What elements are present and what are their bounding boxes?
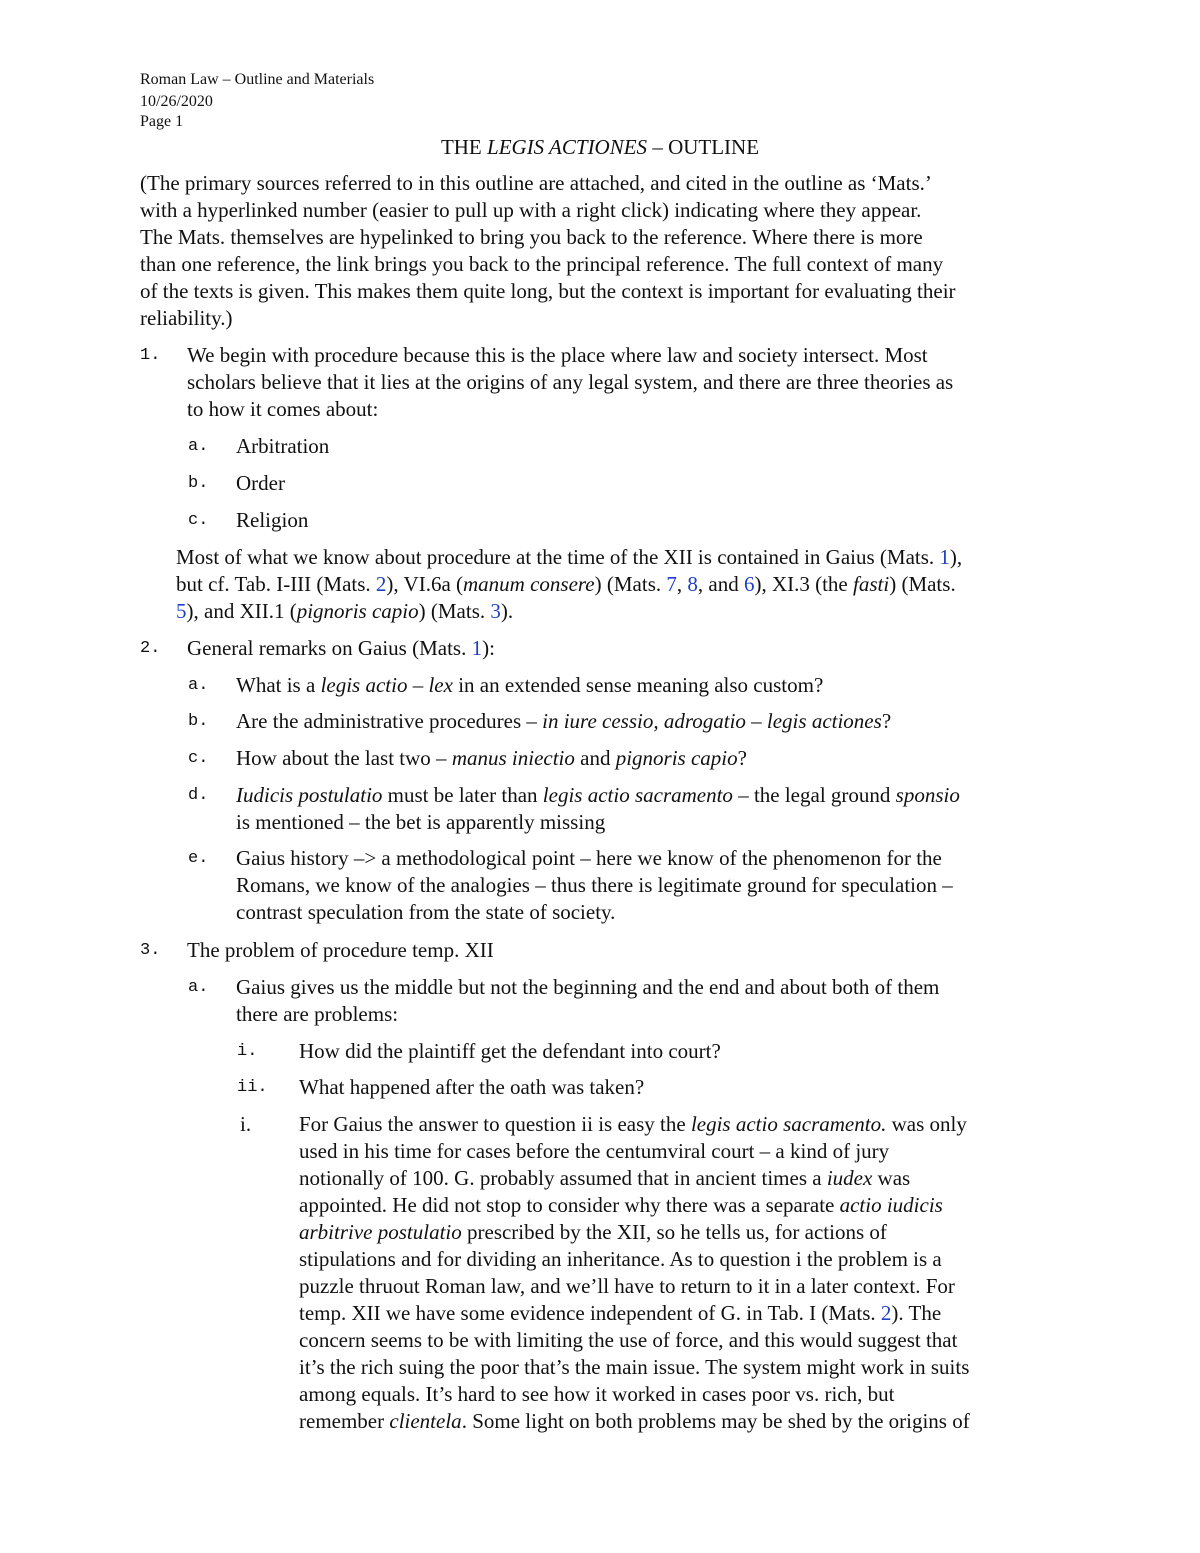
list-marker: 1.: [140, 346, 161, 365]
item2-sub-e-line: contrast speculation from the state of society.: [236, 900, 616, 924]
item3-long-line: arbitrive postulatio prescribed by the XII, so he tells us, for actions of: [299, 1220, 887, 1244]
item1-sub-b: Order: [236, 471, 285, 495]
header-page-number: Page 1: [140, 113, 184, 130]
item3-long-line: it’s the rich suing the poor that’s the main issue. The system might work in suits: [299, 1355, 970, 1379]
item2-sub-a: What is a legis actio – lex in an extended sense meaning also custom?: [236, 673, 824, 697]
item1-after-line: Most of what we know about procedure at the time of the XII is contained in Gaius (Mats. 1),: [176, 545, 963, 569]
item1-line: scholars believe that it lies at the origins of any legal system, and there are three theories as: [187, 370, 954, 394]
intro-line: (The primary sources referred to in this outline are attached, and cited in the outline as ‘Mats.’: [140, 171, 932, 195]
item1-sub-a: Arbitration: [236, 434, 330, 458]
mats-link[interactable]: 2: [375, 572, 387, 596]
list-marker: e.: [188, 849, 209, 868]
intro-line: The Mats. themselves are hypelinked to bring you back to the reference. Where there is more: [140, 225, 923, 249]
mats-link[interactable]: 3: [490, 599, 501, 623]
list-marker: c.: [188, 511, 209, 530]
item1-after-line: but cf. Tab. I-III (Mats. 2), VI.6a (manum consere) (Mats. 7, 8, and 6), XI.3 (the fasti) (Mats.: [176, 572, 956, 596]
item1-line: We begin with procedure because this is the place where law and society intersect. Most: [187, 343, 928, 367]
item3-long-line: concern seems to be with limiting the use of force, and this would suggest that: [299, 1328, 958, 1352]
item3-sub-ii: What happened after the oath was taken?: [299, 1075, 645, 1099]
item3-long-line: appointed. He did not stop to consider why there was a separate actio iudicis: [299, 1193, 943, 1217]
list-marker: ii.: [237, 1078, 268, 1097]
item2-sub-e-line: Romans, we know of the analogies – thus there is legitimate ground for speculation –: [236, 873, 953, 897]
list-marker: i.: [240, 1112, 252, 1136]
item3-sub-i: How did the plaintiff get the defendant into court?: [299, 1039, 721, 1063]
item3-long-line: among equals. It’s hard to see how it worked in cases poor vs. rich, but: [299, 1382, 895, 1406]
mats-link[interactable]: 7: [666, 572, 677, 596]
mats-link[interactable]: 2: [880, 1301, 892, 1325]
header-title: Roman Law – Outline and Materials: [140, 71, 375, 88]
item3-long-line: temp. XII we have some evidence independent of G. in Tab. I (Mats. 2). The: [299, 1301, 942, 1325]
list-marker: a.: [188, 437, 209, 456]
item3-long-line: used in his time for cases before the centumviral court – a kind of jury: [299, 1139, 890, 1163]
intro-line: reliability.): [140, 306, 233, 330]
item2-heading: General remarks on Gaius (Mats. 1):: [187, 636, 495, 660]
page-title: THE LEGIS ACTIONES – OUTLINE: [440, 135, 760, 159]
mats-link[interactable]: 6: [743, 572, 755, 596]
mats-link[interactable]: 8: [687, 572, 698, 596]
list-marker: b.: [188, 474, 209, 493]
item3-long-line: remember clientela. Some light on both problems may be shed by the origins of: [299, 1409, 970, 1433]
item3-long-line: For Gaius the answer to question ii is easy the legis actio sacramento. was only: [299, 1112, 967, 1136]
list-marker: i.: [237, 1042, 258, 1061]
item3-long-line: stipulations and for dividing an inheritance. As to question i the problem is a: [299, 1247, 942, 1271]
item2-sub-d-line: is mentioned – the bet is apparently missing: [236, 810, 606, 834]
intro-line: with a hyperlinked number (easier to pull up with a right click) indicating where they appear.: [140, 198, 922, 222]
item1-sub-c: Religion: [236, 508, 309, 532]
intro-line: of the texts is given. This makes them quite long, but the context is important for evaluating their: [140, 279, 956, 303]
item3-sub-a-line: Gaius gives us the middle but not the beginning and the end and about both of them: [236, 975, 940, 999]
item2-sub-b: Are the administrative procedures – in iure cessio, adrogatio – legis actiones?: [236, 709, 892, 733]
mats-link[interactable]: 5: [176, 599, 187, 623]
item2-sub-c: How about the last two – manus iniectio and pignoris capio?: [236, 746, 747, 770]
list-marker: 2.: [140, 639, 161, 658]
item3-long-line: puzzle thruout Roman law, and we’ll have to return to it in a later context. For: [299, 1274, 955, 1298]
mats-link[interactable]: 1: [471, 636, 483, 660]
list-marker: 3.: [140, 941, 161, 960]
list-marker: d.: [188, 786, 209, 805]
item2-sub-e-line: Gaius history –> a methodological point – here we know of the phenomenon for the: [236, 846, 942, 870]
list-marker: c.: [188, 749, 209, 768]
list-marker: b.: [188, 712, 209, 731]
item3-long-line: notionally of 100. G. probably assumed that in ancient times a iudex was: [299, 1166, 911, 1190]
intro-line: than one reference, the link brings you back to the principal reference. The full context of many: [140, 252, 944, 276]
item2-sub-d: Iudicis postulatio must be later than legis actio sacramento – the legal ground sponsio: [236, 783, 960, 807]
list-marker: a.: [188, 978, 209, 997]
item3-heading: The problem of procedure temp. XII: [187, 938, 494, 962]
item1-line: to how it comes about:: [187, 397, 379, 421]
item1-after-line: 5), and XII.1 (pignoris capio) (Mats. 3).: [176, 599, 514, 623]
header-date: 10/26/2020: [140, 93, 213, 110]
list-marker: a.: [188, 676, 209, 695]
mats-link[interactable]: 1: [939, 545, 950, 569]
item3-sub-a-line: there are problems:: [236, 1002, 399, 1026]
